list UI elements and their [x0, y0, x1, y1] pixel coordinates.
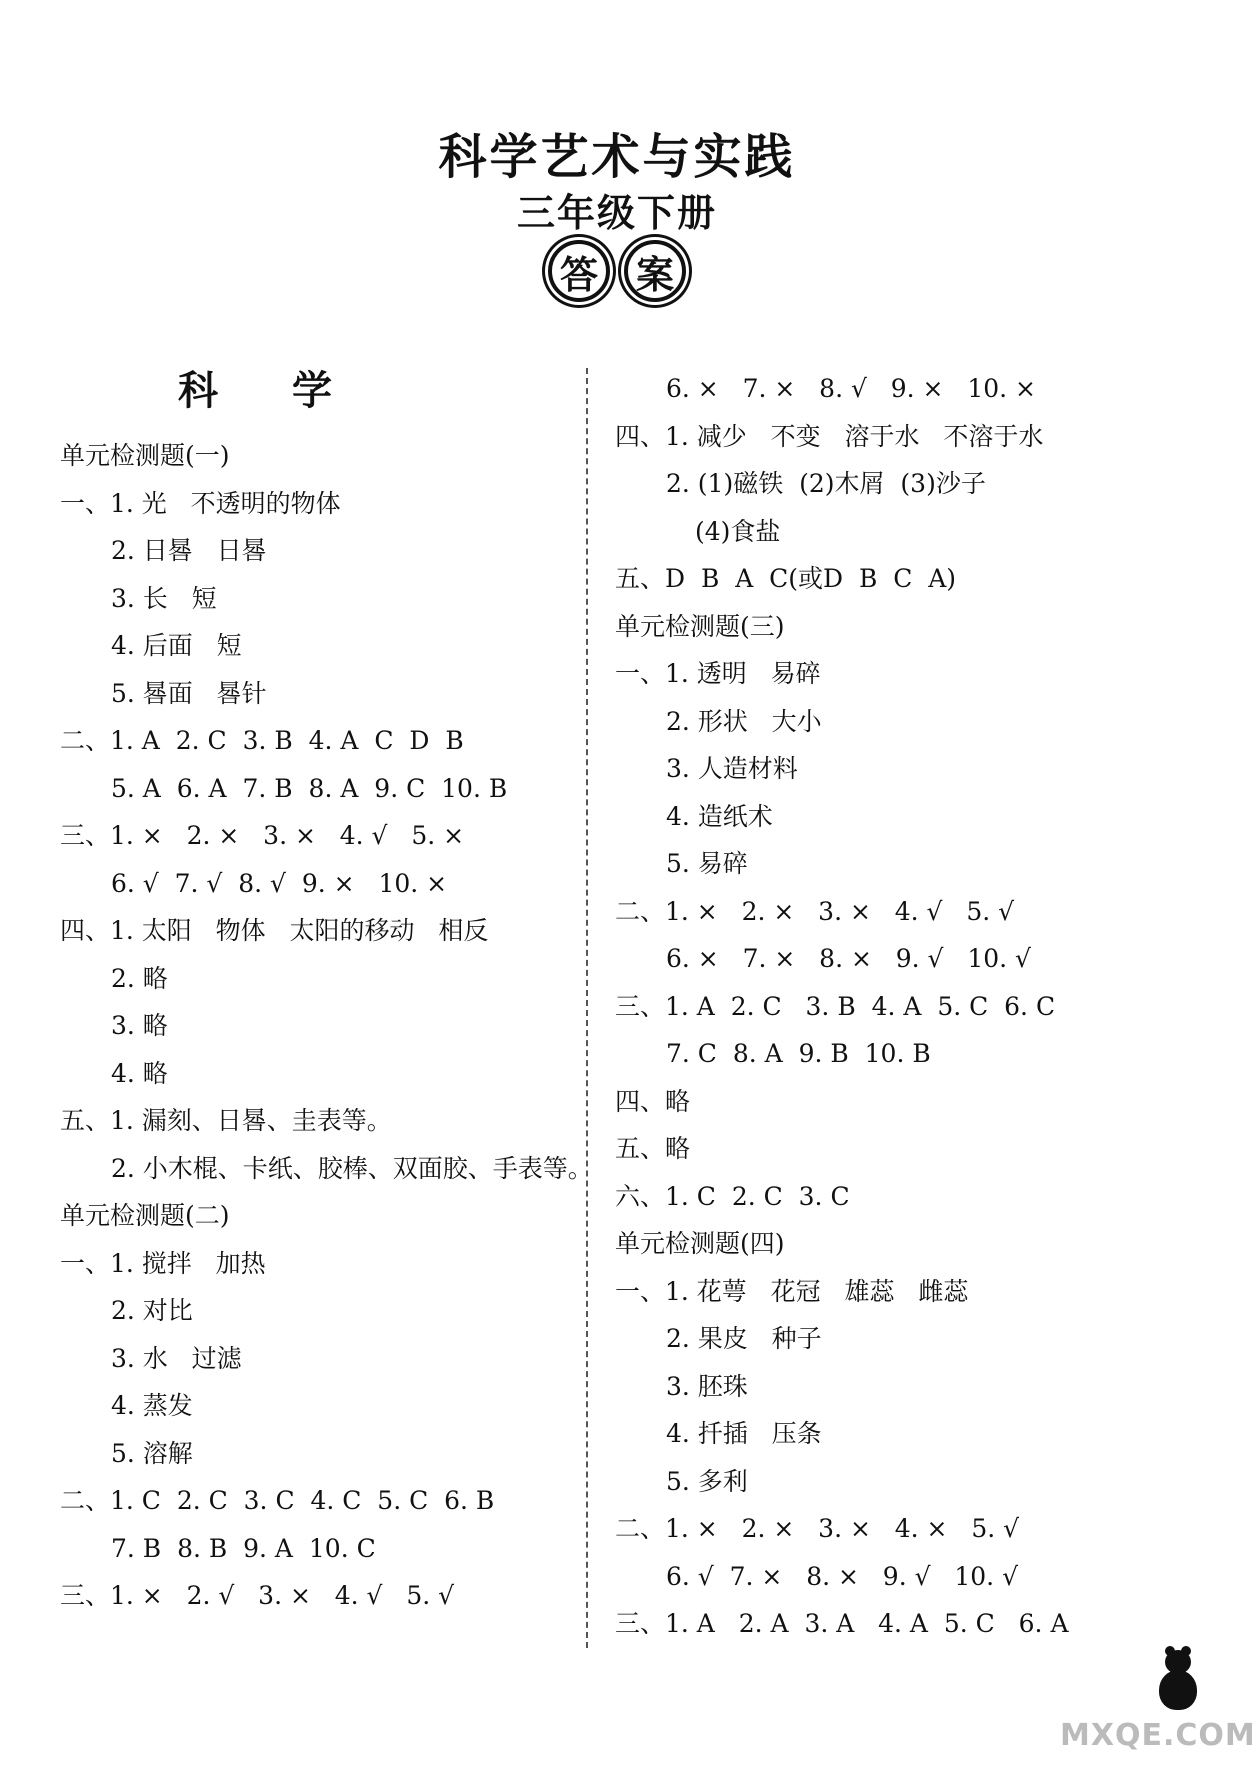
answer-line: 三、1. × 2. × 3. × 4. √ 5. × — [60, 821, 465, 850]
answer-line: 单元检测题(三) — [615, 611, 785, 641]
answer-line: 2. 对比 — [111, 1296, 193, 1325]
answer-line: 4. 蒸发 — [111, 1391, 193, 1420]
answer-line: 四、1. 太阳 物体 太阳的移动 相反 — [60, 916, 489, 945]
answer-line: 四、1. 减少 不变 溶于水 不溶于水 — [615, 421, 1044, 451]
answer-line: 二、1. × 2. × 3. × 4. √ 5. √ — [615, 896, 1015, 926]
answer-line: 5. 溶解 — [111, 1438, 193, 1468]
answer-line: 4. 造纸术 — [666, 801, 773, 831]
answer-line: 3. 水 过滤 — [111, 1343, 242, 1373]
answer-line: 2. 果皮 种子 — [666, 1324, 822, 1353]
answer-line: 4. 略 — [111, 1058, 168, 1088]
answer-line: 三、1. A 2. C 3. B 4. A 5. C 6. C — [615, 991, 1056, 1021]
answer-line: 单元检测题(二) — [60, 1201, 230, 1230]
answer-line: 4. 后面 短 — [111, 631, 242, 660]
subject-heading: 科 学 — [178, 368, 362, 414]
answer-line: 二、1. × 2. × 3. × 4. × 5. √ — [615, 1514, 1020, 1543]
answer-line: 六、1. C 2. C 3. C — [615, 1181, 850, 1211]
right-column — [615, 365, 1135, 1648]
book-title: 科学艺术与实践 — [438, 129, 796, 185]
answer-line: 2. 小木棍、卡纸、胶棒、双面胶、手表等。 — [111, 1153, 593, 1183]
answer-line: 3. 长 短 — [111, 583, 217, 613]
answer-line: 7. C 8. A 9. B 10. B — [666, 1039, 931, 1068]
answer-line: 2. 略 — [111, 963, 168, 993]
grade-subtitle: 三年级下册 — [516, 191, 717, 235]
answer-line: 五、略 — [615, 1134, 691, 1163]
answer-line: 单元检测题(一) — [60, 441, 230, 470]
answer-line: 三、1. × 2. √ 3. × 4. √ 5. √ — [60, 1581, 455, 1610]
answer-line: 5. 多利 — [666, 1466, 748, 1496]
answer-line: 四、略 — [615, 1086, 691, 1116]
answer-line: 一、1. 透明 易碎 — [615, 659, 821, 688]
answer-line: 6. √ 7. × 8. × 9. √ 10. √ — [666, 1561, 1019, 1591]
answer-badge-2: 案 — [624, 240, 686, 302]
answer-badges — [0, 240, 1234, 302]
watermark-text: MXQE.COM — [1060, 1718, 1256, 1753]
answer-line: 6. √ 7. √ 8. √ 9. × 10. × — [111, 868, 448, 898]
answer-line: 3. 人造材料 — [666, 754, 798, 783]
answer-line: 三、1. A 2. A 3. A 4. A 5. C 6. A — [615, 1609, 1069, 1638]
answer-line: 一、1. 搅拌 加热 — [60, 1248, 266, 1278]
answer-line: 3. 胚珠 — [666, 1371, 748, 1401]
answer-line: 单元检测题(四) — [615, 1229, 785, 1258]
answer-line: (4)食盐 — [695, 516, 781, 546]
answer-line: 6. × 7. × 8. √ 9. × 10. × — [666, 374, 1036, 403]
answer-line: 7. B 8. B 9. A 10. C — [111, 1533, 376, 1563]
mascot-icon — [1155, 1650, 1201, 1714]
answer-line: 5. 晷面 晷针 — [111, 678, 267, 708]
answer-line: 3. 略 — [111, 1011, 168, 1040]
column-divider — [586, 368, 588, 1648]
answer-line: 五、D B A C(或D B C A) — [615, 564, 957, 593]
answer-line: 5. A 6. A 7. B 8. A 9. C 10. B — [111, 773, 508, 803]
answer-line: 2. 形状 大小 — [666, 706, 822, 736]
answer-line: 二、1. C 2. C 3. C 4. C 5. C 6. B — [60, 1486, 495, 1515]
answer-line: 4. 扦插 压条 — [666, 1419, 822, 1448]
answer-line: 一、1. 光 不透明的物体 — [60, 488, 341, 518]
answer-line: 5. 易碎 — [666, 849, 748, 878]
answer-line: 2. (1)磁铁 (2)木屑 (3)沙子 — [666, 469, 986, 498]
answer-badge-1: 答 — [548, 240, 610, 302]
left-column — [60, 360, 593, 1620]
right-answer-list — [615, 365, 1135, 1648]
answer-line: 五、1. 漏刻、日晷、圭表等。 — [60, 1106, 392, 1135]
answer-line: 6. × 7. × 8. × 9. √ 10. √ — [666, 944, 1031, 973]
answer-line: 2. 日晷 日晷 — [111, 536, 267, 565]
left-answer-list — [60, 432, 593, 1620]
answer-line: 一、1. 花萼 花冠 雄蕊 雌蕊 — [615, 1276, 969, 1306]
answer-line: 二、1. A 2. C 3. B 4. A C D B — [60, 726, 464, 755]
